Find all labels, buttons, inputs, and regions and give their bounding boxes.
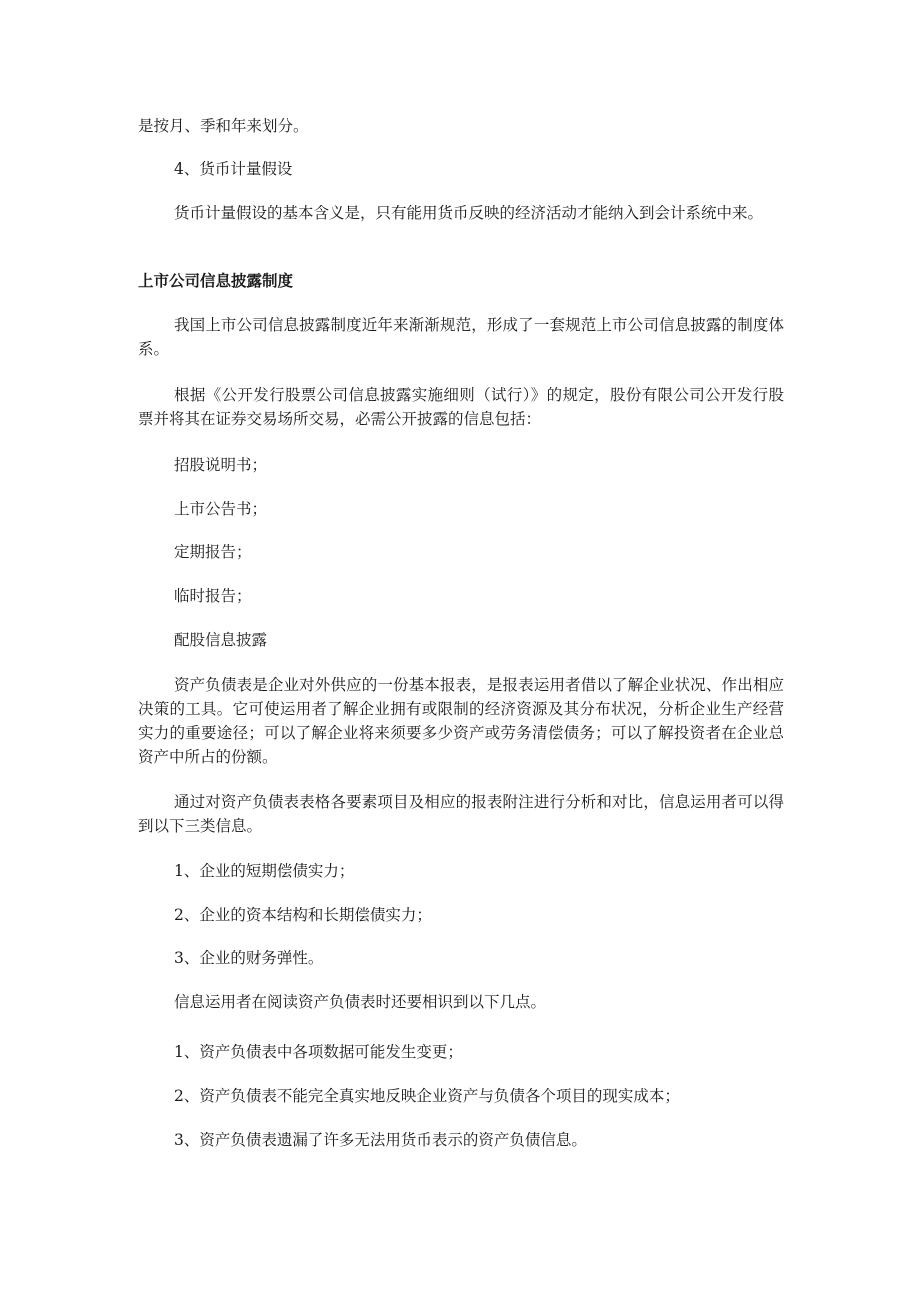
section-title-currency-assumption: 4、货币计量假设 — [174, 160, 293, 178]
paragraph-disclosure-rules: 根据《公开发行股票公司信息披露实施细则（试行）》的规定，股份有限公司公开发行股票并将其在证券交易场所交易，必需公开披露的信息包括： — [138, 386, 784, 428]
list-item-info-type: 2、企业的资本结构和长期偿债实力； — [174, 906, 432, 924]
list-item-disclosure: 上市公告书； — [174, 500, 268, 518]
list-item-note: 2、资产负债表不能完全真实地反映企业资产与负债各个项目的现实成本； — [174, 1087, 680, 1105]
list-item-disclosure: 定期报告； — [174, 543, 252, 561]
list-item-disclosure: 临时报告； — [174, 587, 252, 605]
paragraph-continuation: 是按月、季和年来划分。 — [138, 117, 309, 135]
section-heading-disclosure: 上市公司信息披露制度 — [138, 272, 294, 290]
paragraph-analysis: 通过对资产负债表表格各要素项目及相应的报表附注进行分析和对比，信息运用者可以得到以下三类信息。 — [138, 793, 784, 835]
paragraph-disclosure-intro: 我国上市公司信息披露制度近年来渐渐规范，形成了一套规范上市公司信息披露的制度体系。 — [138, 316, 784, 358]
list-item-note: 3、资产负债表遗漏了许多无法用货币表示的资产负债信息。 — [174, 1131, 587, 1149]
list-item-info-type: 3、企业的财务弹性。 — [174, 949, 324, 967]
paragraph-balance-sheet: 资产负债表是企业对外供应的一份基本报表，是报表运用者借以了解企业状况、作出相应决策的工具。它可使运用者了解企业拥有或限制的经济资源及其分布状况，分析企业生产经营实力的重要途径；可以了解企业将来须要多少资产或劳务清偿债务；可以了解投资者在企业总资产中所占的份额。 — [138, 676, 784, 766]
list-item-disclosure: 配股信息披露 — [174, 631, 268, 649]
paragraph-reading-notes: 信息运用者在阅读资产负债表时还要相识到以下几点。 — [174, 993, 547, 1011]
paragraph-currency-assumption: 货币计量假设的基本含义是，只有能用货币反映的经济活动才能纳入到会计系统中来。 — [174, 204, 764, 222]
list-item-disclosure: 招股说明书； — [174, 456, 268, 474]
list-item-note: 1、资产负债表中各项数据可能发生变更； — [174, 1043, 463, 1061]
list-item-info-type: 1、企业的短期偿债实力； — [174, 862, 355, 880]
